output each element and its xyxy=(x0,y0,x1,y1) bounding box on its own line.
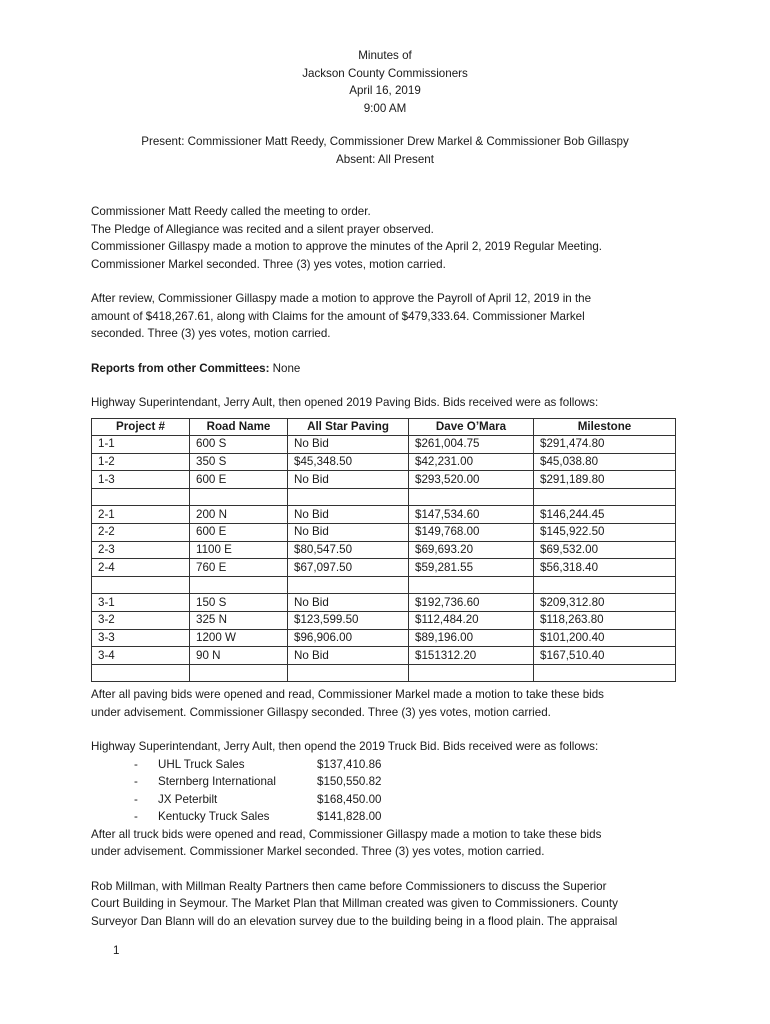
table-row xyxy=(92,524,676,542)
table-cell: $42,231.00 xyxy=(409,453,534,471)
truck-intro: Highway Superintendant, Jerry Ault, then opend the 2019 Truck Bid. Bids received were as follows: xyxy=(91,740,599,754)
paving-motion-paragraph xyxy=(91,686,681,721)
table-cell: 2-4 xyxy=(92,559,190,577)
bidder-name: JX Peterbilt xyxy=(158,792,218,806)
call-to-order-paragraph xyxy=(91,203,681,273)
table-cell: 600 S xyxy=(190,436,288,454)
text-line: Rob Millman, with Millman Realty Partners then came before Commissioners to discuss the Superior xyxy=(91,879,607,893)
table-cell: 350 S xyxy=(190,453,288,471)
table-row xyxy=(92,559,676,577)
table-header-row xyxy=(92,418,676,436)
table-cell: $291,474.80 xyxy=(534,436,676,454)
table-row xyxy=(92,541,676,559)
text-line: Surveyor Dan Blann will do an elevation survey due to the building being in a flood plain. The appraisal xyxy=(91,914,618,928)
table-cell: $118,263.80 xyxy=(534,612,676,630)
table-row xyxy=(92,664,676,682)
table-cell xyxy=(409,488,534,506)
column-header: Road Name xyxy=(190,418,288,436)
table-cell: 600 E xyxy=(190,524,288,542)
table-cell: $151312.20 xyxy=(409,647,534,665)
table-cell: 760 E xyxy=(190,559,288,577)
table-cell: $293,520.00 xyxy=(409,471,534,489)
text-line: Commissioner Matt Reedy called the meeting to order. xyxy=(91,205,371,218)
text-line: amount of $418,267.61, along with Claims for the amount of $479,333.64. Commissioner Markel xyxy=(91,309,585,323)
absent-line: Absent: All Present xyxy=(336,152,434,166)
reports-paragraph xyxy=(91,360,681,378)
table-cell: 3-4 xyxy=(92,647,190,665)
header-line-1: Minutes of xyxy=(358,49,412,62)
text-line: The Pledge of Allegiance was recited and a silent prayer observed. xyxy=(91,222,434,236)
reports-label: Reports from other Committees: xyxy=(91,361,270,375)
table-cell xyxy=(288,664,409,682)
text-line: seconded. Three (3) yes votes, motion carried. xyxy=(91,327,331,340)
table-cell: No Bid xyxy=(288,506,409,524)
table-cell: 150 S xyxy=(190,594,288,612)
paving-bids-table xyxy=(91,418,676,683)
minutes-header xyxy=(0,47,770,168)
table-cell: $45,348.50 xyxy=(288,453,409,471)
table-cell xyxy=(288,488,409,506)
bullet-dash: - xyxy=(134,792,138,806)
list-item xyxy=(91,756,681,774)
text-line: Commissioner Gillaspy made a motion to approve the minutes of the April 2, 2019 Regular Meeting. xyxy=(91,240,603,253)
header-time: 9:00 AM xyxy=(363,101,407,115)
table-cell: $96,906.00 xyxy=(288,629,409,647)
bidder-name: Kentucky Truck Sales xyxy=(158,810,270,824)
payroll-paragraph xyxy=(91,290,681,343)
text-line: After all paving bids were opened and read, Commissioner Markel made a motion to take these bids xyxy=(91,688,604,702)
table-cell: $89,196.00 xyxy=(409,629,534,647)
bid-amount: $150,550.82 xyxy=(317,775,382,789)
bidder-name: UHL Truck Sales xyxy=(158,757,245,771)
text-line: Court Building in Seymour. The Market Plan that Millman created was given to Commissioners. County xyxy=(91,897,618,911)
table-cell: $45,038.80 xyxy=(534,453,676,471)
table-cell: $167,510.40 xyxy=(534,647,676,665)
table-cell: $192,736.60 xyxy=(409,594,534,612)
column-header: All Star Paving xyxy=(288,418,409,436)
table-cell xyxy=(534,664,676,682)
present-line: Present: Commissioner Matt Reedy, Commissioner Drew Markel & Commissioner Bob Gillaspy xyxy=(141,135,629,148)
text-line: After all truck bids were opened and read, Commissioner Gillaspy made a motion to take these bids xyxy=(91,827,602,841)
table-cell: $67,097.50 xyxy=(288,559,409,577)
minutes-body xyxy=(91,203,681,930)
table-cell: No Bid xyxy=(288,471,409,489)
page-number: 1 xyxy=(113,944,120,957)
table-cell xyxy=(409,664,534,682)
bid-amount: $141,828.00 xyxy=(317,810,382,824)
bid-amount: $168,450.00 xyxy=(317,792,382,806)
text-line: Commissioner Markel seconded. Three (3) yes votes, motion carried. xyxy=(91,257,446,271)
header-date: April 16, 2019 xyxy=(349,84,421,97)
table-cell: 1-2 xyxy=(92,453,190,471)
table-cell xyxy=(190,664,288,682)
table-cell xyxy=(190,488,288,506)
bid-amount: $137,410.86 xyxy=(317,757,382,771)
bullet-dash: - xyxy=(134,810,138,824)
table-cell: 600 E xyxy=(190,471,288,489)
table-cell xyxy=(409,576,534,594)
table-row xyxy=(92,594,676,612)
table-row xyxy=(92,629,676,647)
header-line-2: Jackson County Commissioners xyxy=(302,66,468,80)
table-cell: $261,004.75 xyxy=(409,436,534,454)
table-row xyxy=(92,488,676,506)
table-cell: $123,599.50 xyxy=(288,612,409,630)
table-cell: No Bid xyxy=(288,436,409,454)
table-cell xyxy=(190,576,288,594)
bullet-dash: - xyxy=(134,775,138,789)
table-cell: $149,768.00 xyxy=(409,524,534,542)
table-cell: 1100 E xyxy=(190,541,288,559)
table-cell xyxy=(92,576,190,594)
table-cell: $112,484.20 xyxy=(409,612,534,630)
millman-paragraph xyxy=(91,878,681,931)
table-cell: $145,922.50 xyxy=(534,524,676,542)
text-line: After review, Commissioner Gillaspy made a motion to approve the Payroll of April 12, 2019 in the xyxy=(91,292,592,305)
text-line: under advisement. Commissioner Markel seconded. Three (3) yes votes, motion carried. xyxy=(91,845,545,859)
table-cell xyxy=(92,664,190,682)
truck-motion-paragraph xyxy=(91,826,681,861)
paving-intro: Highway Superintendant, Jerry Ault, then opened 2019 Paving Bids. Bids received were as follows: xyxy=(91,396,599,409)
table-cell: $59,281.55 xyxy=(409,559,534,577)
reports-value: None xyxy=(269,361,301,375)
table-cell: $69,532.00 xyxy=(534,541,676,559)
table-row xyxy=(92,453,676,471)
table-cell: 325 N xyxy=(190,612,288,630)
table-row xyxy=(92,612,676,630)
table-cell: $69,693.20 xyxy=(409,541,534,559)
table-cell: $101,200.40 xyxy=(534,629,676,647)
table-row xyxy=(92,576,676,594)
column-header: Project # xyxy=(92,418,190,436)
column-header: Dave O’Mara xyxy=(409,418,534,436)
table-row xyxy=(92,506,676,524)
table-cell xyxy=(534,576,676,594)
table-cell: 1-1 xyxy=(92,436,190,454)
table-cell: 2-2 xyxy=(92,524,190,542)
text-line: under advisement. Commissioner Gillaspy seconded. Three (3) yes votes, motion carried. xyxy=(91,705,551,719)
table-row xyxy=(92,436,676,454)
table-cell: 3-3 xyxy=(92,629,190,647)
bidder-name: Sternberg International xyxy=(158,775,276,789)
table-cell xyxy=(92,488,190,506)
table-cell: 2-3 xyxy=(92,541,190,559)
table-cell: $56,318.40 xyxy=(534,559,676,577)
table-cell xyxy=(288,576,409,594)
table-cell: 200 N xyxy=(190,506,288,524)
table-cell: No Bid xyxy=(288,647,409,665)
table-cell: $147,534.60 xyxy=(409,506,534,524)
table-row xyxy=(92,471,676,489)
column-header: Milestone xyxy=(534,418,676,436)
table-cell: No Bid xyxy=(288,594,409,612)
table-cell: 3-2 xyxy=(92,612,190,630)
table-cell: $291,189.80 xyxy=(534,471,676,489)
table-cell: No Bid xyxy=(288,524,409,542)
table-cell: 3-1 xyxy=(92,594,190,612)
bullet-dash: - xyxy=(134,757,138,771)
table-cell: 90 N xyxy=(190,647,288,665)
truck-bids-list xyxy=(91,756,681,826)
list-item xyxy=(91,808,681,826)
table-cell: $146,244.45 xyxy=(534,506,676,524)
list-item xyxy=(91,773,681,791)
table-cell: 2-1 xyxy=(92,506,190,524)
table-cell: $209,312.80 xyxy=(534,594,676,612)
table-row xyxy=(92,647,676,665)
table-cell: 1200 W xyxy=(190,629,288,647)
list-item xyxy=(91,791,681,809)
table-cell xyxy=(534,488,676,506)
table-cell: $80,547.50 xyxy=(288,541,409,559)
table-cell: 1-3 xyxy=(92,471,190,489)
